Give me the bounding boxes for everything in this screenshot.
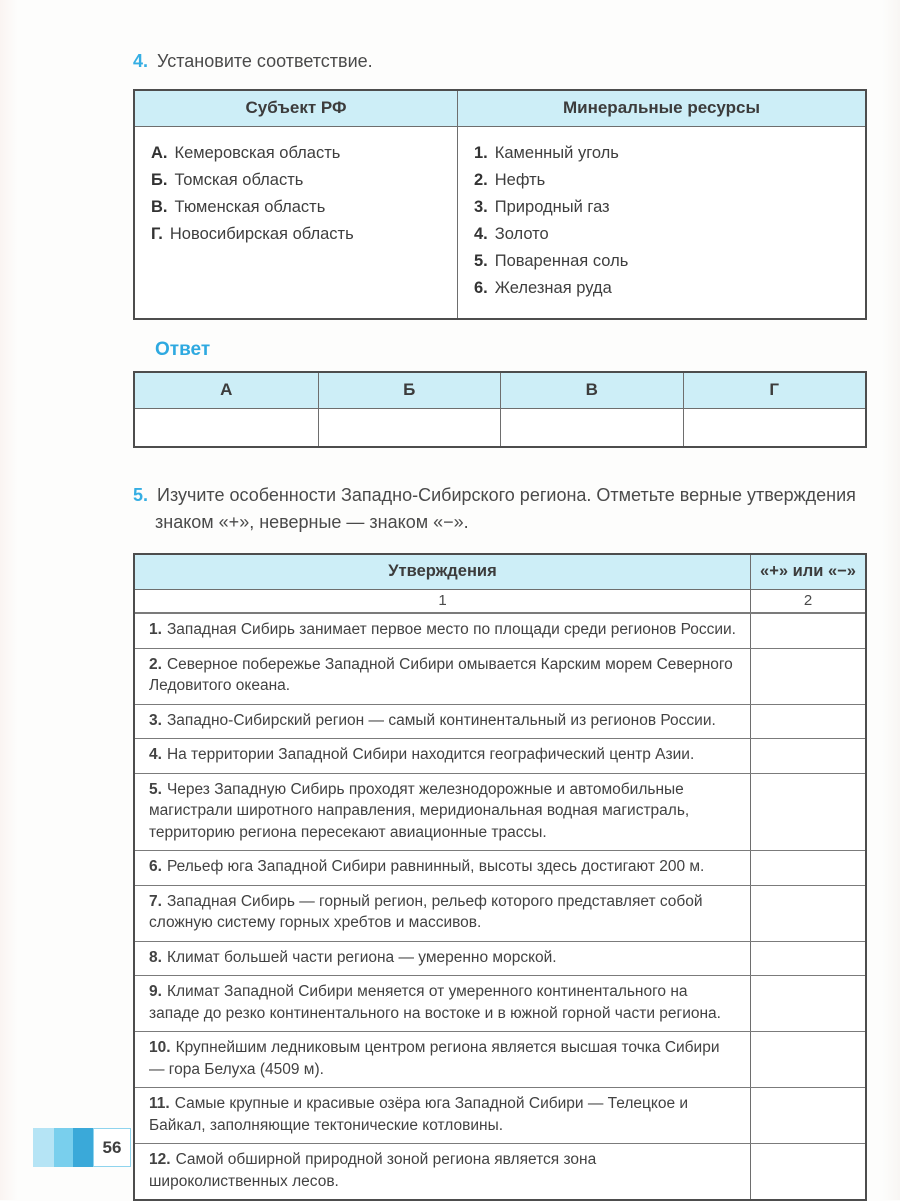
task4-title: Установите соответствие. — [157, 51, 373, 71]
statement-text: 7. Западная Сибирь — горный регион, рельеф которого представляет собой сложную систему горных хребтов и массивов. — [149, 892, 703, 931]
statement-text: 12. Самой обширной природной зоной региона является зона широколиственных лесов. — [149, 1151, 597, 1190]
statement-text: 1. Западная Сибирь занимает первое место по площади среди регионов России. — [149, 621, 736, 638]
answer-header-a: А — [220, 380, 233, 399]
resource-item: 6. Железная руда — [474, 279, 612, 297]
page-footer — [33, 1128, 131, 1167]
statement-row — [135, 975, 865, 1031]
statement-answer-cell — [750, 1144, 865, 1199]
statements-column-header: Утверждения — [388, 562, 497, 580]
answer-header-b: Б — [318, 373, 501, 408]
statement-text: 2. Северное побережье Западной Сибири омывается Карским морем Северного Ледовитого океана. — [149, 655, 733, 694]
statement-row — [135, 738, 865, 773]
statement-row — [135, 885, 865, 941]
statement-row — [135, 773, 865, 851]
resource-item: 2. Нефть — [474, 171, 546, 189]
statement-answer-cell — [750, 614, 865, 648]
statement-row — [135, 1143, 865, 1199]
answer-cell-v — [500, 409, 683, 446]
resource-item: 5. Поваренная соль — [474, 252, 629, 270]
statement-text: 11. Самые крупные и красивые озёра юга Западной Сибири — Телецкое и Байкал, заполняющие тектонические котловины. — [149, 1095, 689, 1134]
subject-item: В. Тюменская область — [151, 198, 326, 216]
answer-header-g: Г — [683, 373, 866, 408]
resources-list — [457, 127, 865, 318]
statements-column-number: 1 — [438, 592, 447, 609]
subject-item: Б. Томская область — [151, 171, 304, 189]
statement-text: 3. Западно-Сибирский регион — самый континентальный из регионов России. — [149, 711, 716, 729]
match-table-header-subject: Субъект РФ — [245, 98, 347, 117]
statement-answer-cell — [750, 976, 865, 1031]
statement-answer-cell — [750, 1032, 865, 1087]
match-table-header-row — [135, 91, 865, 127]
match-table-header-resources: Минеральные ресурсы — [457, 91, 865, 126]
statement-answer-cell — [750, 649, 865, 704]
task5-title: Изучите особенности Западно-Сибирского региона. Отметьте верные утверждения знаком «+», неверные — знаком «−». — [155, 485, 856, 532]
statements-subheader-row — [135, 590, 865, 613]
subject-item: А. Кемеровская область — [151, 144, 341, 162]
task4-heading — [133, 48, 867, 75]
statement-answer-cell — [750, 851, 865, 885]
statement-row — [135, 1087, 865, 1143]
footer-square-medium — [54, 1128, 73, 1167]
answer-cell-b — [318, 409, 501, 446]
statements-table — [133, 553, 867, 1201]
statements-header-row — [135, 555, 865, 590]
task5-number: 5. — [133, 485, 149, 505]
resource-item: 3. Природный газ — [474, 198, 610, 216]
answer-cell-a — [135, 409, 318, 446]
statement-text: 9. Климат Западной Сибири меняется от умеренного континентального на западе до резко континентального на востоке и в южной горной части региона. — [149, 983, 721, 1022]
statement-text: 5. Через Западную Сибирь проходят железнодорожные и автомобильные магистрали широтного направления, меридиональная водная магистраль, территорию региона пересекают авиационные трассы. — [149, 780, 690, 841]
mark-column-header: «+» или «−» — [750, 555, 865, 589]
answer-table-header-row — [135, 373, 865, 409]
subjects-list — [135, 127, 457, 318]
statement-text: 6. Рельеф юга Западной Сибири равнинный, высоты здесь достигают 200 м. — [149, 858, 705, 875]
footer-square-light — [33, 1128, 54, 1167]
statement-row — [135, 613, 865, 648]
page-number: 56 — [93, 1128, 131, 1167]
answer-label: Ответ — [155, 339, 211, 360]
statement-answer-cell — [750, 774, 865, 851]
statement-row — [135, 704, 865, 739]
statement-answer-cell — [750, 886, 865, 941]
statement-answer-cell — [750, 739, 865, 773]
statement-text: 4. На территории Западной Сибири находится географический центр Азии. — [149, 746, 695, 763]
statement-row — [135, 941, 865, 976]
answer-header-v: В — [500, 373, 683, 408]
subject-item: Г. Новосибирская область — [151, 225, 354, 243]
match-table — [133, 89, 867, 320]
statement-text: 8. Климат большей части региона — умеренно морской. — [149, 948, 557, 966]
answer-table-value-row — [135, 409, 865, 446]
answer-cell-g — [683, 409, 866, 446]
statement-answer-cell — [750, 1088, 865, 1143]
task4-number: 4. — [133, 51, 149, 71]
statement-row — [135, 850, 865, 885]
footer-square-dark — [73, 1128, 93, 1167]
match-table-body — [135, 127, 865, 318]
statement-row — [135, 648, 865, 704]
resource-item: 4. Золото — [474, 225, 549, 243]
statement-answer-cell — [750, 942, 865, 976]
statement-text: 10. Крупнейшим ледниковым центром региона является высшая точка Сибири — гора Белуха (4509 м). — [149, 1039, 720, 1078]
answer-table — [133, 371, 867, 448]
task5-heading — [133, 482, 867, 536]
mark-column-number: 2 — [750, 590, 865, 612]
statement-row — [135, 1031, 865, 1087]
resource-item: 1. Каменный уголь — [474, 144, 619, 162]
statement-answer-cell — [750, 705, 865, 739]
